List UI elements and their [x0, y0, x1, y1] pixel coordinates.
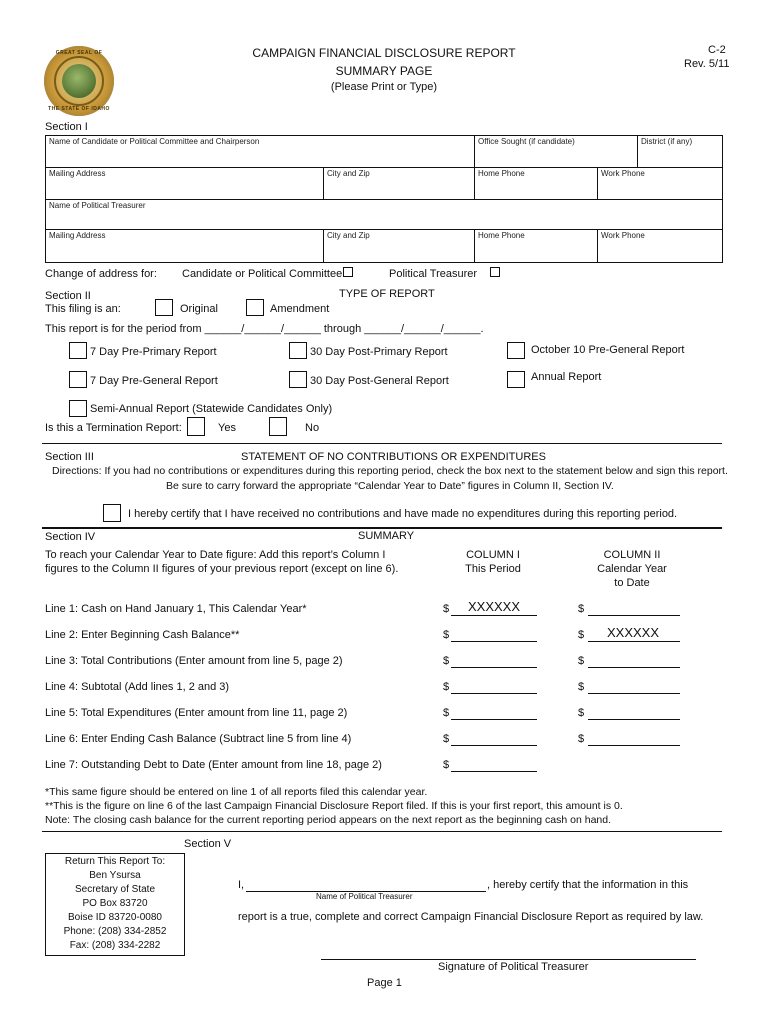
period-from-blanks[interactable]: ______/______/______ [204, 323, 321, 335]
form-code: C-2 [708, 44, 726, 56]
line-1-col2-currency: $ [578, 603, 585, 615]
line-5-col2-currency: $ [578, 707, 585, 719]
return-address-box [45, 853, 185, 956]
post-primary-label: 30 Day Post-Primary Report [310, 346, 448, 358]
semi-annual-label: Semi-Annual Report (Statewide Candidates Only) [90, 403, 333, 415]
treasurer-name-field[interactable] [45, 199, 723, 230]
line-1-label: Line 1: Cash on Hand January 1, This Calendar Year* [45, 603, 307, 615]
period-prefix: This report is for the period from [45, 323, 202, 335]
candidate-option-label: Candidate or Political Committee [182, 268, 343, 280]
treasurer-address-checkbox[interactable] [490, 267, 500, 277]
certify-suffix: , hereby certify that the information in this [487, 879, 689, 891]
candidate-name-field[interactable] [45, 135, 475, 168]
line-6-col2-input[interactable] [588, 733, 680, 746]
line-7-col1-input[interactable] [451, 759, 537, 772]
line-5-col1-currency: $ [443, 707, 450, 719]
treasurer-mailing-address-caption: Mailing Address [49, 231, 106, 240]
return-line-office: Secretary of State [74, 884, 156, 895]
post-primary-checkbox[interactable] [289, 342, 307, 359]
pre-general-label: 7 Day Pre-General Report [90, 375, 218, 387]
treasurer-mailing-address-field[interactable] [45, 229, 324, 263]
seal-emblem-icon [62, 64, 96, 98]
line-7-label: Line 7: Outstanding Debt to Date (Enter amount from line 18, page 2) [45, 759, 382, 771]
directions-line-1: Directions: If you had no contributions or expenditures during this reporting period, check the box next to the statement below and sign this report. [52, 465, 728, 477]
line-3-col1-currency: $ [443, 655, 450, 667]
return-line-city: Boise ID 83720-0080 [68, 912, 162, 923]
line-1-col1-currency: $ [443, 603, 450, 615]
termination-yes-label: Yes [218, 422, 236, 434]
work-phone-caption: Work Phone [601, 169, 645, 178]
line-6-label: Line 6: Enter Ending Cash Balance (Subtract line 5 from line 4) [45, 733, 352, 745]
footnote-1: *This same figure should be entered on line 1 of all reports filed this calendar year. [45, 786, 428, 798]
post-general-label: 30 Day Post-General Report [310, 375, 449, 387]
filing-is-label: This filing is an: [45, 303, 121, 315]
pre-primary-label: 7 Day Pre-Primary Report [90, 346, 217, 358]
column-1-title: COLUMN I [466, 549, 520, 561]
line-7-col1-currency: $ [443, 759, 450, 771]
period-row [45, 323, 484, 335]
return-title: Return This Report To: [64, 856, 166, 867]
certify-prefix: I, [238, 879, 245, 891]
treasurer-name-input[interactable] [246, 879, 486, 892]
through-label: through [323, 323, 362, 335]
change-address-label: Change of address for: [45, 268, 157, 280]
pre-primary-checkbox[interactable] [69, 342, 87, 359]
type-of-report-heading: TYPE OF REPORT [339, 288, 435, 300]
section-2-label: Section II [45, 290, 91, 302]
termination-question: Is this a Termination Report: [45, 422, 182, 434]
annual-report-checkbox[interactable] [507, 371, 525, 388]
line-6-col1-input[interactable] [451, 733, 537, 746]
home-phone-caption: Home Phone [478, 169, 525, 178]
treasurer-name-caption: Name of Political Treasurer [49, 201, 146, 210]
line-4-col2-input[interactable] [588, 681, 680, 694]
summary-intro-2: figures to the Column II figures of your previous report (except on line 6). [45, 563, 399, 575]
termination-yes-checkbox[interactable] [187, 417, 205, 436]
column-1-subtitle: This Period [465, 563, 521, 575]
signature-caption: Signature of Political Treasurer [438, 961, 589, 973]
form-instruction: (Please Print or Type) [330, 81, 438, 93]
line-1-col1-placeholder: XXXXXX [468, 599, 521, 614]
treasurer-home-phone-field[interactable] [474, 229, 598, 263]
no-activity-certify-checkbox[interactable] [103, 504, 121, 522]
section-divider-thick [42, 527, 722, 529]
office-sought-field[interactable] [474, 135, 638, 168]
form-subtitle: SUMMARY PAGE [335, 64, 433, 78]
section-1-label: Section I [45, 121, 88, 133]
city-zip-field[interactable] [323, 167, 475, 200]
line-3-col2-input[interactable] [588, 655, 680, 668]
annual-report-label: Annual Report [531, 371, 602, 383]
mailing-address-field[interactable] [45, 167, 324, 200]
line-5-col2-input[interactable] [588, 707, 680, 720]
period-to-blanks[interactable]: ______/______/______. [364, 323, 484, 335]
return-line-fax: Fax: (208) 334-2282 [69, 940, 161, 951]
footnote-3: Note: The closing cash balance for the current reporting period appears on the next report as the beginning cash on hand. [45, 814, 612, 826]
line-2-col1-input[interactable] [451, 629, 537, 642]
section-divider [42, 443, 722, 444]
return-line-phone: Phone: (208) 334-2852 [63, 926, 167, 937]
home-phone-field[interactable] [474, 167, 598, 200]
office-sought-caption: Office Sought (if candidate) [478, 137, 575, 146]
post-general-checkbox[interactable] [289, 371, 307, 388]
treasurer-city-zip-field[interactable] [323, 229, 475, 263]
form-revision: Rev. 5/11 [684, 58, 730, 70]
candidate-name-caption: Name of Candidate or Political Committee and Chairperson [49, 137, 260, 146]
treasurer-city-zip-caption: City and Zip [327, 231, 370, 240]
seal-text-top: GREAT SEAL OF [55, 50, 103, 56]
line-5-label: Line 5: Total Expenditures (Enter amount from line 11, page 2) [45, 707, 348, 719]
footnote-2: **This is the figure on line 6 of the last Campaign Financial Disclosure Report filed. If this is your first report, this amount is 0. [45, 800, 623, 812]
section-divider [42, 831, 722, 832]
form-title: CAMPAIGN FINANCIAL DISCLOSURE REPORT [252, 46, 516, 60]
seal-text-bottom: THE STATE OF IDAHO [48, 106, 110, 112]
treasurer-work-phone-field[interactable] [597, 229, 723, 263]
column-2-title: COLUMN II [603, 549, 661, 561]
treasurer-name-caption: Name of Political Treasurer [316, 892, 413, 901]
line-6-col1-currency: $ [443, 733, 450, 745]
line-2-col2-placeholder: XXXXXX [607, 625, 660, 640]
line-3-label: Line 3: Total Contributions (Enter amount from line 5, page 2) [45, 655, 343, 667]
district-caption: District (if any) [641, 137, 693, 146]
idaho-state-seal [44, 46, 114, 116]
original-checkbox[interactable] [155, 299, 173, 316]
pre-general-checkbox[interactable] [69, 371, 87, 388]
summary-intro-1: To reach your Calendar Year to Date figure: Add this report’s Column I [45, 549, 386, 561]
column-2-subtitle-2: to Date [614, 577, 650, 589]
mailing-address-caption: Mailing Address [49, 169, 106, 178]
amendment-label: Amendment [270, 303, 330, 315]
city-zip-caption: City and Zip [327, 169, 370, 178]
directions-line-2: Be sure to carry forward the appropriate “Calendar Year to Date” figures in Column II, Section IV. [166, 480, 614, 492]
october-pre-general-checkbox[interactable] [507, 342, 525, 359]
section-3-label: Section III [45, 451, 94, 463]
semi-annual-checkbox[interactable] [69, 400, 87, 417]
return-line-pobox: PO Box 83720 [82, 898, 148, 909]
signature-line[interactable] [321, 959, 696, 960]
october-pre-general-label: October 10 Pre-General Report [531, 344, 685, 356]
termination-no-label: No [305, 422, 320, 434]
no-activity-certify-statement: I hereby certify that I have received no contributions and have made no expenditures during this reporting period. [128, 508, 678, 520]
candidate-address-checkbox[interactable] [343, 267, 353, 277]
treasurer-option-label: Political Treasurer [389, 268, 478, 280]
line-4-col1-currency: $ [443, 681, 450, 693]
line-4-col2-currency: $ [578, 681, 585, 693]
line-2-label: Line 2: Enter Beginning Cash Balance** [45, 629, 240, 641]
line-4-col1-input[interactable] [451, 681, 537, 694]
treasurer-home-phone-caption: Home Phone [478, 231, 525, 240]
page-number: Page 1 [367, 977, 402, 989]
line-3-col1-input[interactable] [451, 655, 537, 668]
column-2-subtitle-1: Calendar Year [597, 563, 667, 575]
line-5-col1-input[interactable] [451, 707, 537, 720]
line-6-col2-currency: $ [578, 733, 585, 745]
certify-line-2: report is a true, complete and correct Campaign Financial Disclosure Report as required by law. [238, 911, 704, 923]
line-4-label: Line 4: Subtotal (Add lines 1, 2 and 3) [45, 681, 230, 693]
line-3-col2-currency: $ [578, 655, 585, 667]
section-5-label: Section V [184, 838, 232, 850]
no-contributions-heading: STATEMENT OF NO CONTRIBUTIONS OR EXPENDITURES [241, 451, 546, 463]
line-2-col2-currency: $ [578, 629, 585, 641]
section-4-label: Section IV [45, 531, 96, 543]
amendment-checkbox[interactable] [246, 299, 264, 316]
treasurer-work-phone-caption: Work Phone [601, 231, 645, 240]
original-label: Original [180, 303, 218, 315]
line-1-col2-input[interactable] [588, 603, 680, 616]
district-field[interactable] [637, 135, 723, 168]
termination-no-checkbox[interactable] [269, 417, 287, 436]
line-2-col1-currency: $ [443, 629, 450, 641]
return-line-name: Ben Ysursa [89, 870, 141, 881]
summary-heading: SUMMARY [358, 530, 415, 542]
work-phone-field[interactable] [597, 167, 723, 200]
